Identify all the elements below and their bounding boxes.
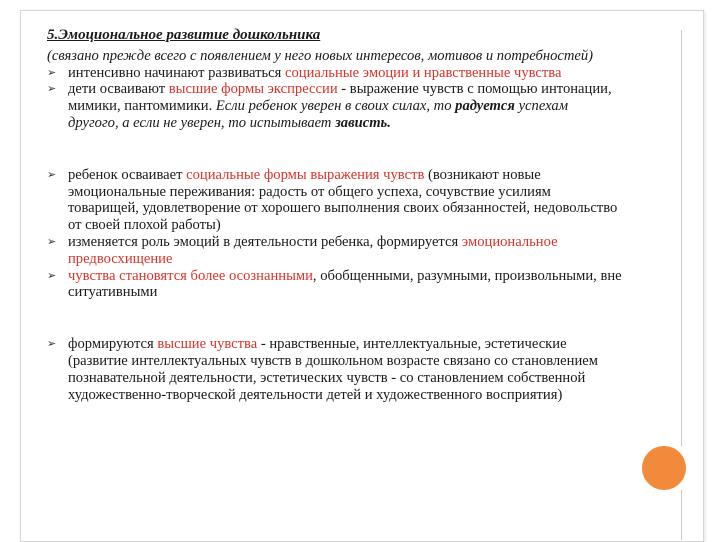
highlight-text: высшие чувства: [157, 336, 258, 353]
arrow-bullet-icon: ➢: [47, 338, 57, 351]
spacer: [47, 132, 622, 167]
highlight-text: эмоциональное предвосхищение: [68, 233, 558, 267]
spacer: [47, 301, 622, 336]
highlight-text: социальные формы выражения чувств: [186, 166, 425, 183]
list-item: ➢ ребенок осваивает социальные формы выражения чувств (возникают новые эмоциональные переживания: радость от общего успеха, сочувствие усилиям товарищей, удовлетворение от хорошего выполнения своих обязанностей, недовольство от своей плохой работы): [47, 166, 618, 234]
decorative-circle-ring: [636, 440, 692, 496]
highlight-text: высшие формы экспрессии: [168, 81, 338, 98]
list-item: ➢ формируются высшие чувства - нравственные, интеллектуальные, эстетические (развитие интеллектуальных чувств в дошкольном возрасте связано со становлением познавательной деятельности, эстетических чувств - со становлением собственной художественно-творческой деятельности детей и художественного восприятия): [47, 336, 598, 403]
intro-text: (связано прежде всего с появлением у него новых интересов, мотивов и потребностей): [47, 47, 594, 64]
arrow-bullet-icon: ➢: [47, 168, 57, 181]
list-item: ➢ дети осваивают высшие формы экспрессии - выражение чувств с помощью интонации, мимики, пантомимики. Если ребенок уверен в своих силах, то радуется успехам другого, а если не уверен, то испытывает зависть.: [47, 81, 612, 131]
arrow-bullet-icon: ➢: [47, 235, 57, 248]
arrow-bullet-icon: ➢: [47, 269, 57, 282]
highlight-text: социальные эмоции и нравственные чувства: [285, 64, 562, 81]
bullet-list: [47, 65, 622, 404]
list-item: ➢ изменяется роль эмоций в деятельности ребенка, формируется эмоциональное предвосхищение: [47, 233, 558, 267]
highlight-text: чувства становятся более осознанными: [68, 267, 313, 284]
arrow-bullet-icon: ➢: [47, 66, 57, 79]
arrow-bullet-icon: ➢: [47, 83, 57, 96]
orange-circle-icon: [642, 446, 686, 490]
list-item: ➢ чувства становятся более осознанными, обобщенными, разумными, произвольными, вне ситуативными: [47, 267, 622, 301]
list-item: ➢ интенсивно начинают развиваться социальные эмоции и нравственные чувства: [47, 64, 562, 81]
slide-title: 5.Эмоциональное развитие дошкольника: [47, 27, 321, 43]
slide-content: [47, 27, 622, 403]
